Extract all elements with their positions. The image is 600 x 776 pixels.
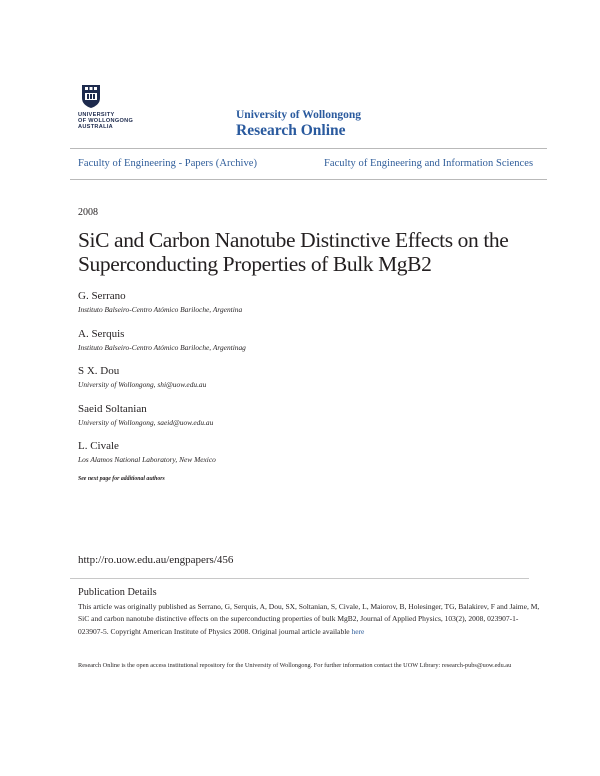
paper-title: SiC and Carbon Nanotube Distinctive Effects on the Superconducting Properties of Bulk MgB2: [78, 228, 509, 276]
see-next-page-note: See next page for additional authors: [78, 476, 165, 482]
author-item: [78, 365, 538, 403]
repository-footer: Research Online is the open access institutional repository for the University of Wollongong. For further information contact the UOW Library: research-pubs@uow.edu.au: [78, 662, 512, 669]
publication-details-body: [78, 601, 540, 638]
university-crest-icon: [81, 84, 101, 109]
author-affiliation: University of Wollongong, saeid@uow.edu.au: [78, 417, 214, 427]
repository-brand[interactable]: [236, 109, 361, 139]
uow-logo: [78, 84, 148, 136]
brand-research-online: Research Online: [236, 122, 346, 139]
author-item: [78, 290, 538, 328]
author-item: [78, 403, 538, 441]
author-affiliation: Instituto Balseiro-Centro Atómico Bariloche, Argentinag: [78, 342, 246, 352]
original-article-link[interactable]: here: [351, 626, 365, 636]
author-item: [78, 440, 538, 478]
author-list: [78, 290, 538, 478]
publication-details-heading: Publication Details: [78, 587, 157, 598]
author-name: S X. Dou: [78, 365, 120, 377]
publication-details-text: This article was originally published as Serrano, G, Serquis, A, Dou, SX, Soltanian, S, Civale, L, Maiorov, B, Holesinger, TG, Balakirev, F and Jaime, M, SiC and carbon nanotube distinctive effects on the superconducting properties of bulk MgB2, Journal of Applied Physics, 103(2), 2008, 023907-1-023907-5. Copyright American Institute of Physics 2008. Original journal article available: [78, 602, 540, 636]
divider: [70, 578, 529, 579]
collection-link-engineering-info-sciences[interactable]: Faculty of Engineering and Information Sciences: [324, 158, 534, 169]
author-affiliation: Los Alamos National Laboratory, New Mexico: [78, 455, 216, 464]
collection-link-engineering-archive[interactable]: Faculty of Engineering - Papers (Archive): [78, 158, 258, 169]
author-name: Saeid Soltanian: [78, 402, 147, 415]
logo-wordmark: UNIVERSITY OF WOLLONGONG AUSTRALIA: [78, 112, 134, 131]
publication-year: 2008: [78, 207, 98, 218]
divider: [70, 148, 547, 149]
brand-university: University of Wollongong: [236, 109, 362, 121]
author-name: G. Serrano: [78, 290, 126, 302]
author-affiliation: Instituto Balseiro-Centro Atómico Bariloche, Argentina: [78, 305, 243, 314]
author-affiliation: University of Wollongong, shi@uow.edu.au: [78, 380, 207, 389]
paper-url[interactable]: http://ro.uow.edu.au/engpapers/456: [78, 554, 234, 566]
author-item: [78, 328, 538, 366]
divider: [70, 179, 547, 180]
author-name: L. Civale: [78, 440, 119, 452]
author-name: A. Serquis: [78, 327, 125, 340]
